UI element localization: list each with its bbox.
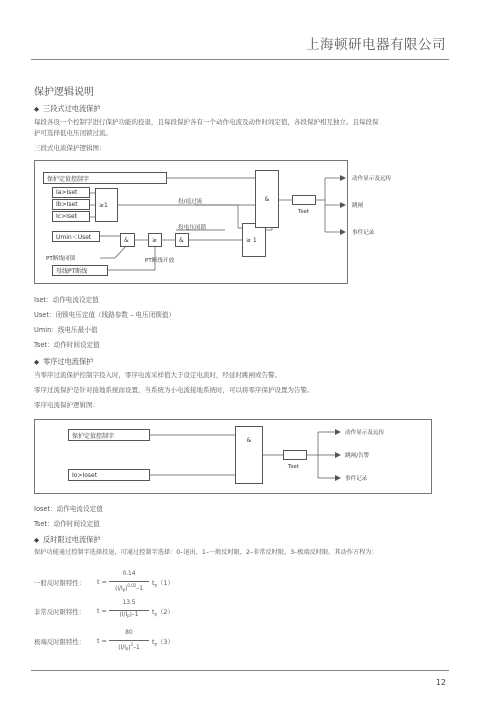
d1-ctrl-word-box: 保护定值控制字 (43, 172, 167, 184)
s1-def-iset: Iset：动作电流设定值 (34, 296, 99, 304)
d1-out-trip: 跳闸 (352, 203, 364, 209)
d2-io-box: Io>Ioset (68, 469, 150, 481)
f2-rhs: $t_P(2)$ (152, 608, 174, 618)
f1-denominator: $(I/I_P)^{0.02}-1$ (115, 583, 143, 594)
f1-rhs: $t_P(1)$ (152, 579, 174, 589)
footer-rule (31, 670, 449, 671)
f1-label: 一般反时限特性： (34, 579, 86, 587)
s1-def-tset: Tset：动作时间设定值 (34, 341, 100, 349)
s2-heading: ◆ 零序过电流保护 (34, 357, 94, 366)
d2-tset-label: Tset (288, 464, 300, 470)
d1-umin-box: Umin＜Uset (52, 231, 100, 242)
d1-ic-box: Ic>Iset (52, 211, 90, 222)
s2-def-ioset: Ioset：动作电流设定值 (34, 505, 103, 513)
f2-label: 非常反时限特性： (34, 608, 86, 616)
d1-and-gate-1: & (120, 233, 135, 247)
f2-lhs: t = (97, 607, 107, 615)
f1-frac-line (109, 581, 149, 582)
s1-def-uset: Uset：闭锁电压定值（线路参数 – 电压闭锁值） (34, 311, 176, 319)
d1-and-main: & (255, 170, 279, 228)
s3-para: 保护功能通过控制字选择投退，可通过控制字选择：0–退出，1–一般反时限，2–非常反时限，3–极端反时限。其动作方程为： (34, 549, 378, 556)
f3-frac-line (109, 640, 149, 641)
d1-ge-gate: ≥ (148, 233, 162, 247)
section-title: 保护逻辑说明 (34, 87, 94, 98)
f3-label: 极端反时限特性： (34, 638, 86, 646)
s1-def-umin: Umin：线电压最小值 (34, 326, 98, 334)
page-number: 12 (435, 678, 446, 687)
d2-tset-box (283, 450, 307, 460)
d1-or-gate: ≥1 (95, 188, 118, 222)
d2-out-trip-alarm: 跳闸/告警 (345, 453, 370, 459)
d1-or-gate-b: ≥ 1 (242, 223, 266, 257)
f3-numerator: 80 (125, 630, 133, 636)
d1-busbar-pt-box: 母线PT断线 (52, 265, 108, 276)
company-name: 上海顿研电器有限公司 (306, 37, 446, 53)
s1-para-line1: 每段各设一个控制字进行保护功能的投退，且每段保护各有一个动作电流及动作时间定值，各段保护相互独立。且每段保 (34, 118, 379, 126)
f3-rhs: $t_P(3)$ (152, 638, 174, 648)
s2-def-tset: Tset：动作时间设定值 (34, 520, 100, 528)
diamond-bullet-icon: ◆ (34, 358, 39, 366)
f3-lhs: t = (97, 637, 107, 645)
d1-ib-box: Ib>Iset (52, 199, 90, 210)
s3-heading: ◆ 反时限过电流保护 (34, 535, 101, 544)
f1-lhs: t = (97, 578, 107, 586)
s2-para-line1: 当零序过流保护控制字投入时，零序电流采样值大于设定电流时，经延时跳闸或告警。 (34, 371, 281, 379)
s2-para-line2: 零序过流保护是针对接地系统而设置，当系统为小电流接地系统时，可以将零序保护设置为告警。 (34, 386, 314, 394)
d1-pt-open-label: PT断线开放 (145, 258, 175, 264)
diamond-bullet-icon: ◆ (34, 536, 39, 544)
d1-tou-tui-label: 投/退过流 (178, 199, 203, 205)
f2-numerator: 13.5 (122, 600, 136, 606)
s1-heading: ◆ 三段式过电流保护 (34, 104, 101, 113)
d1-tou-dianya-label: 投电压闭锁 (178, 225, 206, 231)
d1-out-event: 事件记录 (352, 230, 375, 236)
f1-numerator: 0.14 (122, 571, 136, 577)
d2-out-event: 事件记录 (345, 476, 368, 482)
s2-diagram-caption: 零序电流保护逻辑图： (34, 401, 99, 409)
d2-and-gate: & (235, 426, 263, 484)
d2-out-display: 动作显示及远传 (345, 430, 385, 436)
d1-pt-lock-label: PT断线闭锁 (46, 256, 76, 262)
s1-para-line2: 护可选择低电压闭锁过流。 (34, 129, 112, 137)
f2-denominator: $(I/I_P)-1$ (119, 612, 139, 620)
d1-ia-box: Ia>Iset (52, 187, 90, 198)
d1-tset-label: Tset (298, 209, 310, 215)
d2-ctrl-word-box: 保护定值控制字 (68, 429, 150, 441)
d1-out-display: 动作显示及远传 (352, 176, 392, 182)
d1-and-gate-2: & (175, 233, 189, 247)
f3-denominator: $(I/I_P)^2-1$ (118, 642, 140, 653)
f2-frac-line (109, 610, 149, 611)
diamond-bullet-icon: ◆ (34, 105, 39, 113)
s1-diagram-caption: 三段式电流保护逻辑图： (34, 144, 106, 152)
